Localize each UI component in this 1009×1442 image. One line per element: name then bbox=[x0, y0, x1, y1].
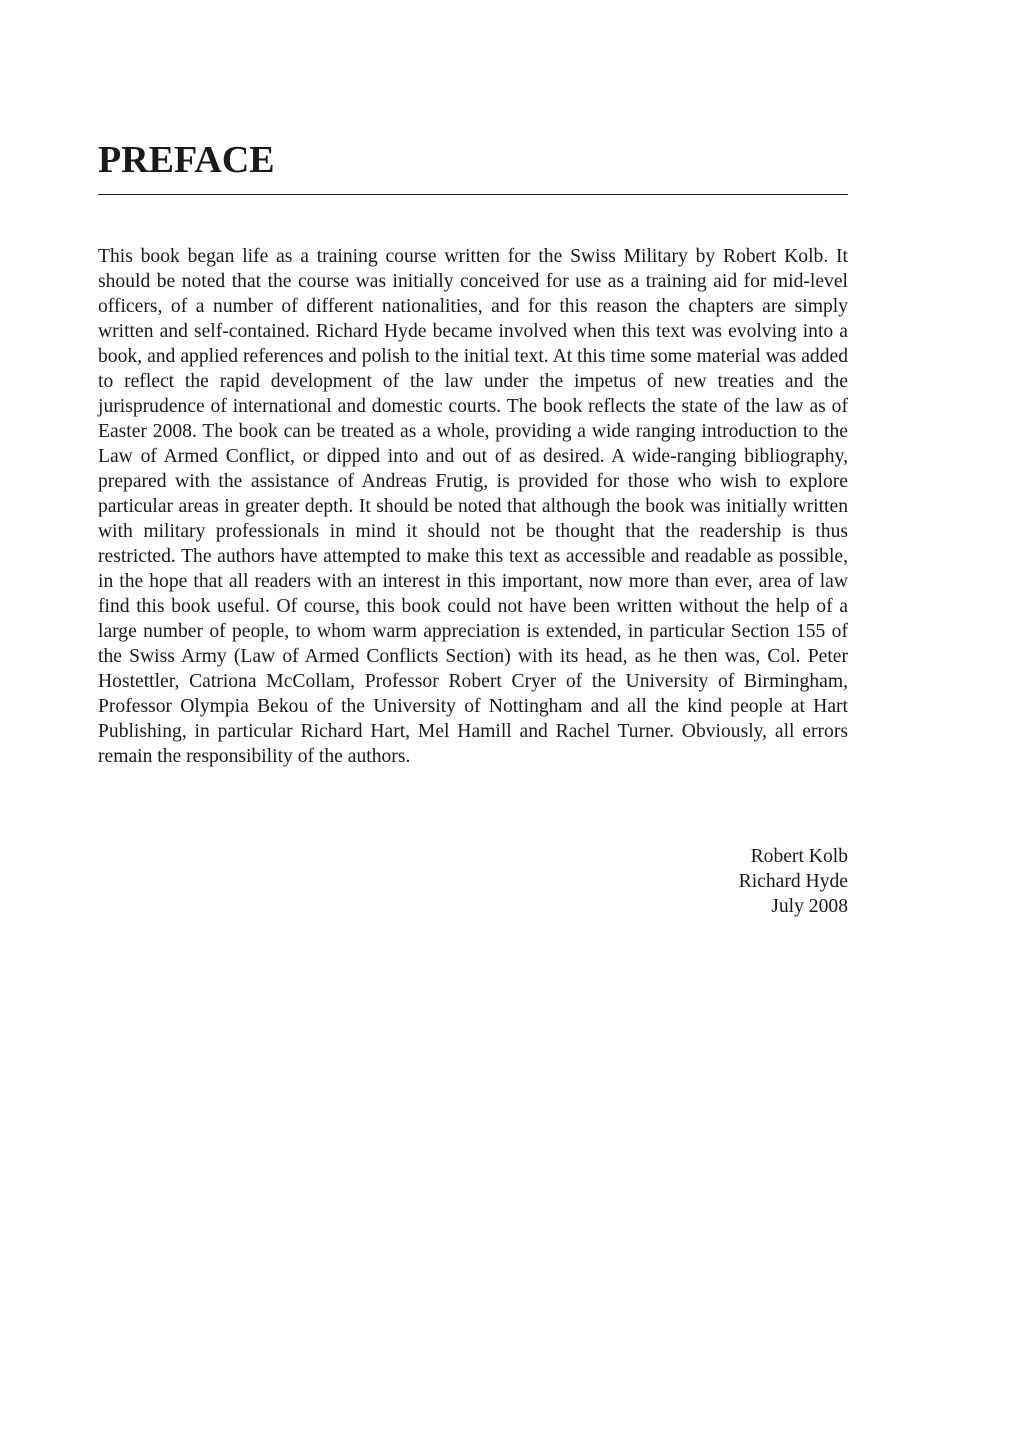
signature-date: July 2008 bbox=[771, 896, 848, 917]
signature-author-1: Robert Kolb bbox=[750, 846, 848, 867]
heading-rule bbox=[98, 194, 848, 195]
preface-paragraph: This book began life as a training course written for the Swiss Military by Robert Kolb. It should be noted that the course was initially conceived for use as a training aid for mid-level officers, of a number of different nationalities, and for this reason the chapters are simply written and self-contained. Richard Hyde became involved when this text was evolving into a book, and applied references and polish to the initial text. At this time some material was added to reflect the rapid development of the law under the impetus of new treaties and the jurisprudence of international and domestic courts. The book reflects the state of the law as of Easter 2008. The book can be treated as a whole, providing a wide ranging introduction to the Law of Armed Conflict, or dipped into and out of as desired. A wide-ranging bibliography, prepared with the assistance of Andreas Frutig, is provided for those who wish to explore particular areas in greater depth. It should be noted that although the book was initially written with military professionals in mind it should not be thought that the readership is thus restricted. The authors have attempted to make this text as accessible and readable as possible, in the hope that all readers with an interest in this important, now more than ever, area of law find this book useful. Of course, this book could not have been written without the help of a large number of people, to whom warm appreciation is extended, in particular Section 155 of the Swiss Army (Law of Armed Conflicts Section) with its head, as he then was, Col. Peter Hostettler, Catriona McCollam, Professor Robert Cryer of the University of Birmingham, Professor Olympia Bekou of the University of Nottingham and all the kind people at Hart Publishing, in particular Richard Hart, Mel Hamill and Rachel Turner. Obviously, all errors remain the responsibility of the authors. bbox=[98, 246, 848, 767]
signature-block bbox=[548, 844, 848, 919]
signature-author-2: Richard Hyde bbox=[738, 871, 848, 892]
page-title: PREFACE bbox=[98, 139, 275, 181]
